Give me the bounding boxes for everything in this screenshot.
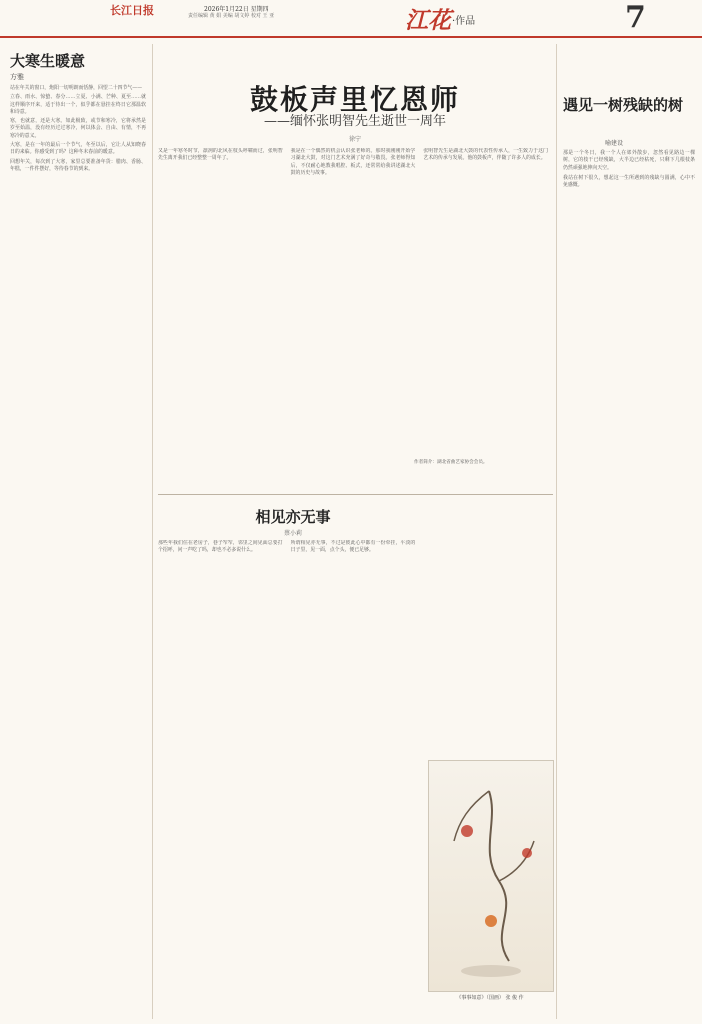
article-title-dahan: 大寒生暖意 [10, 52, 86, 70]
paragraph: 我是在一个偶然的机会认识张老师的。那时我刚刚开始学习湖北大鼓，对这门艺术充满了好奇与敬畏。张老师得知后，不仅耐心地教我唱腔、板式，还常常给我讲述湖北大鼓的历史与故事。 [290, 148, 416, 176]
article-author-canque: 喻建设 [605, 140, 624, 147]
editors-line: 责任编辑 黄 娟 美编 胡文婷 校对 王 亚 [188, 13, 275, 19]
section-divider [158, 494, 553, 495]
column-divider-right [556, 44, 557, 1019]
article-author-dahan: 方雅 [10, 73, 24, 81]
paragraph: 那是一个冬日，我一个人在郊外散步，忽然看见路边一棵树，它的枝干已经残缺，大半边已经枯死，只剩下几根枝条仍然顽强地伸向天空。 [563, 150, 695, 171]
section-subtitle: ·作品 [452, 16, 476, 27]
paragraph: 我站在树下很久，想起这一生所遇到的残缺与圆满，心中不免感慨。 [563, 174, 695, 189]
main-article-byline: 徐宁 [348, 136, 361, 143]
author-note: 作者简介：湖北省曲艺家协会会员。 [414, 460, 488, 465]
painting-caption: 《事事如意》（国画） 张 俊 作 [456, 995, 524, 1001]
header-rule [0, 36, 702, 38]
issue-date: 2026年1月22日 星期四 [204, 6, 269, 13]
main-article-body [158, 148, 548, 490]
xiangjian-author: 蔡小莉 [283, 530, 302, 537]
article-body-dahan [10, 85, 146, 175]
paragraph: 那些年我们住在老房子，巷子窄窄，邻里之间见面总要打个招呼，问一声吃了吗，却也不必多说什么。 [158, 540, 283, 554]
paragraph: 所谓相见亦无事，不过是彼此心中都有一份牵挂，平淡的日子里，见一面，点个头，便已足够。 [290, 540, 416, 554]
section-title: 江花 [405, 7, 451, 34]
newspaper-logo: 长江日报 [110, 4, 154, 17]
paragraph: 寒，也就意，还是大寒。如此极致，或节和寒冷，它将承然是岁至始温，没有经历过过寒冷，何以体会、自由、有情，不再寒冷的意义。 [10, 118, 146, 139]
paragraph: 站在年关的窗口，炮阳一切明朗而恬静，回望二十四节气—— [10, 85, 143, 91]
article-body-canque [563, 150, 695, 192]
xiangjian-title: 相见亦无事 [255, 508, 331, 526]
paragraph: 回想年关，每次到了大寒，家里总要准备年货：腊肉、香肠、年糕，一件件摆好，等待春节的到来。 [10, 158, 146, 172]
column-divider-left [152, 44, 153, 1019]
ink-painting-icon [429, 761, 553, 991]
paragraph: 大寒，是在一年的最后一个节气，冬至以后，它让人从知晓春日的来临。你感受到了吗？这种冬末春前的暖意。 [10, 142, 146, 156]
paragraph: 又是一年寒冬时节，凛冽的北风在枝头呼啸而过，张明智先生离开我们已经整整一周年了。 [158, 148, 283, 162]
paragraph: 立春、雨水、惊蛰、春分……立夏、小满、芒种、夏至……就这样顺序开来，适于待出一个，似乎都在悬挂在终日它那温软和诗意。 [10, 94, 146, 115]
main-article-title: 鼓板声里忆恩师 [249, 83, 460, 116]
painting-image [428, 760, 554, 992]
page-number: 7 [625, 0, 646, 35]
article-title-canque: 遇见一树残缺的树 [563, 96, 684, 114]
main-article-subtitle: ——缅怀张明智先生逝世一周年 [263, 114, 446, 129]
paragraph: 张明智先生是湖北大鼓的代表性传承人，一生致力于这门艺术的传承与发展。他的鼓板声，伴随了许多人的成长。 [423, 148, 548, 162]
